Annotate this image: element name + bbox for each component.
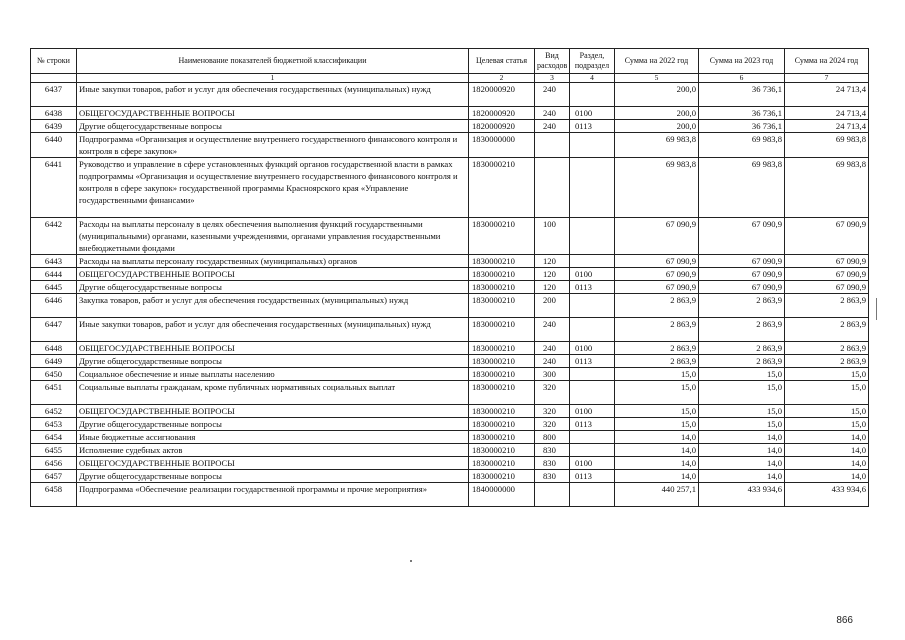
target-article: 1830000210 xyxy=(469,405,535,418)
row-number: 6458 xyxy=(31,483,77,507)
expense-type: 830 xyxy=(535,457,570,470)
row-number: 6455 xyxy=(31,444,77,457)
section-code: 0113 xyxy=(570,120,615,133)
sum-2024: 2 863,9 xyxy=(785,355,869,368)
sum-2023: 36 736,1 xyxy=(699,107,785,120)
header-indicator-name: Наименование показателей бюджетной классификации xyxy=(77,49,469,74)
expense-type: 830 xyxy=(535,470,570,483)
row-number: 6448 xyxy=(31,342,77,355)
indicator-name: ОБЩЕГОСУДАРСТВЕННЫЕ ВОПРОСЫ xyxy=(77,107,469,120)
target-article: 1830000210 xyxy=(469,268,535,281)
target-article: 1820000920 xyxy=(469,120,535,133)
header-row-number: № строки xyxy=(31,49,77,74)
indicator-name: Социальные выплаты гражданам, кроме публичных нормативных социальных выплат xyxy=(77,381,469,405)
table-row xyxy=(31,120,869,133)
expense-type: 100 xyxy=(535,218,570,255)
sum-2022: 69 983,8 xyxy=(615,158,699,218)
expense-type: 120 xyxy=(535,255,570,268)
sum-2022: 200,0 xyxy=(615,107,699,120)
target-article: 1830000210 xyxy=(469,444,535,457)
header-expense-type: Вид расходов xyxy=(535,49,570,74)
row-number: 6439 xyxy=(31,120,77,133)
target-article: 1830000210 xyxy=(469,381,535,405)
sum-2023: 14,0 xyxy=(699,431,785,444)
section-code xyxy=(570,294,615,318)
indicator-name: Социальное обеспечение и иные выплаты населению xyxy=(77,368,469,381)
column-number: 2 xyxy=(469,74,535,83)
expense-type: 300 xyxy=(535,368,570,381)
row-number: 6452 xyxy=(31,405,77,418)
section-code xyxy=(570,218,615,255)
table-row xyxy=(31,158,869,218)
sum-2023: 36 736,1 xyxy=(699,120,785,133)
row-number: 6451 xyxy=(31,381,77,405)
sum-2024: 67 090,9 xyxy=(785,218,869,255)
row-number: 6437 xyxy=(31,83,77,107)
table-row xyxy=(31,281,869,294)
section-code: 0113 xyxy=(570,470,615,483)
indicator-name: Расходы на выплаты персоналу в целях обеспечения выполнения функций государственными (муниципальными) органами, казенными учреждениями, органами управления государственными внебюджетными фондами xyxy=(77,218,469,255)
indicator-name: Иные закупки товаров, работ и услуг для обеспечения государственных (муниципальных) нужд xyxy=(77,318,469,342)
sum-2023: 2 863,9 xyxy=(699,342,785,355)
column-number: 4 xyxy=(570,74,615,83)
target-article: 1830000210 xyxy=(469,431,535,444)
header-target-article: Целевая статья xyxy=(469,49,535,74)
sum-2023: 69 983,8 xyxy=(699,133,785,158)
page-number: 866 xyxy=(836,615,853,626)
target-article: 1830000210 xyxy=(469,418,535,431)
section-code xyxy=(570,368,615,381)
table-row xyxy=(31,405,869,418)
expense-type: 320 xyxy=(535,418,570,431)
indicator-name: Руководство и управление в сфере установленных функций органов государственной власти в рамках подпрограммы «Организация и осуществление внутреннего государственного финансового контроля и контроля в сфере закупок» государственной программы Красноярского края «Управление государственными финансами» xyxy=(77,158,469,218)
sum-2024: 24 713,4 xyxy=(785,120,869,133)
section-code: 0100 xyxy=(570,342,615,355)
sum-2022: 14,0 xyxy=(615,470,699,483)
sum-2023: 67 090,9 xyxy=(699,268,785,281)
row-number: 6453 xyxy=(31,418,77,431)
target-article: 1830000210 xyxy=(469,355,535,368)
sum-2023: 15,0 xyxy=(699,405,785,418)
row-number: 6443 xyxy=(31,255,77,268)
expense-type xyxy=(535,133,570,158)
section-code: 0100 xyxy=(570,405,615,418)
sum-2022: 69 983,8 xyxy=(615,133,699,158)
expense-type xyxy=(535,158,570,218)
target-article: 1840000000 xyxy=(469,483,535,507)
indicator-name: ОБЩЕГОСУДАРСТВЕННЫЕ ВОПРОСЫ xyxy=(77,405,469,418)
expense-type: 320 xyxy=(535,405,570,418)
section-code: 0113 xyxy=(570,355,615,368)
sum-2024: 69 983,8 xyxy=(785,158,869,218)
column-number xyxy=(31,74,77,83)
target-article: 1830000210 xyxy=(469,368,535,381)
target-article: 1830000210 xyxy=(469,318,535,342)
sum-2024: 14,0 xyxy=(785,431,869,444)
indicator-name: Другие общегосударственные вопросы xyxy=(77,470,469,483)
indicator-name: ОБЩЕГОСУДАРСТВЕННЫЕ ВОПРОСЫ xyxy=(77,342,469,355)
sum-2024: 15,0 xyxy=(785,368,869,381)
sum-2022: 200,0 xyxy=(615,83,699,107)
indicator-name: Другие общегосударственные вопросы xyxy=(77,120,469,133)
row-number: 6454 xyxy=(31,431,77,444)
sum-2023: 2 863,9 xyxy=(699,318,785,342)
header-row xyxy=(31,49,869,74)
row-number: 6438 xyxy=(31,107,77,120)
table-row xyxy=(31,268,869,281)
sum-2023: 14,0 xyxy=(699,457,785,470)
section-code xyxy=(570,83,615,107)
section-code xyxy=(570,133,615,158)
sum-2022: 2 863,9 xyxy=(615,355,699,368)
sum-2022: 200,0 xyxy=(615,120,699,133)
header-section: Раздел, подраздел xyxy=(570,49,615,74)
section-code: 0113 xyxy=(570,281,615,294)
sum-2023: 67 090,9 xyxy=(699,255,785,268)
indicator-name: Подпрограмма «Организация и осуществление внутреннего государственного финансового контроля и контроля в сфере закупок» xyxy=(77,133,469,158)
sum-2022: 14,0 xyxy=(615,457,699,470)
table-row xyxy=(31,133,869,158)
section-code xyxy=(570,381,615,405)
expense-type: 240 xyxy=(535,318,570,342)
indicator-name: Другие общегосударственные вопросы xyxy=(77,418,469,431)
row-number: 6441 xyxy=(31,158,77,218)
sum-2023: 15,0 xyxy=(699,418,785,431)
sum-2023: 69 983,8 xyxy=(699,158,785,218)
header-sum-2023: Сумма на 2023 год xyxy=(699,49,785,74)
expense-type: 800 xyxy=(535,431,570,444)
row-number: 6444 xyxy=(31,268,77,281)
table-body xyxy=(31,83,869,507)
section-code xyxy=(570,431,615,444)
sum-2022: 2 863,9 xyxy=(615,318,699,342)
table-row xyxy=(31,255,869,268)
section-code xyxy=(570,158,615,218)
table-row xyxy=(31,107,869,120)
sum-2022: 15,0 xyxy=(615,381,699,405)
section-code: 0100 xyxy=(570,107,615,120)
target-article: 1830000210 xyxy=(469,294,535,318)
target-article: 1830000210 xyxy=(469,218,535,255)
sum-2023: 67 090,9 xyxy=(699,218,785,255)
expense-type: 320 xyxy=(535,381,570,405)
sum-2023: 14,0 xyxy=(699,444,785,457)
sum-2024: 67 090,9 xyxy=(785,268,869,281)
sum-2022: 67 090,9 xyxy=(615,268,699,281)
table-row xyxy=(31,418,869,431)
table-row xyxy=(31,294,869,318)
target-article: 1830000210 xyxy=(469,457,535,470)
sum-2024: 14,0 xyxy=(785,470,869,483)
header-sum-2022: Сумма на 2022 год xyxy=(615,49,699,74)
scan-artifact xyxy=(410,560,412,562)
sum-2024: 69 983,8 xyxy=(785,133,869,158)
expense-type: 830 xyxy=(535,444,570,457)
header-sum-2024: Сумма на 2024 год xyxy=(785,49,869,74)
section-code: 0113 xyxy=(570,418,615,431)
table-row xyxy=(31,342,869,355)
sum-2024: 14,0 xyxy=(785,444,869,457)
table-row xyxy=(31,381,869,405)
sum-2023: 67 090,9 xyxy=(699,281,785,294)
expense-type xyxy=(535,483,570,507)
indicator-name: ОБЩЕГОСУДАРСТВЕННЫЕ ВОПРОСЫ xyxy=(77,457,469,470)
column-number: 5 xyxy=(615,74,699,83)
sum-2024: 14,0 xyxy=(785,457,869,470)
row-number: 6457 xyxy=(31,470,77,483)
sum-2023: 14,0 xyxy=(699,470,785,483)
sum-2022: 2 863,9 xyxy=(615,294,699,318)
column-number: 6 xyxy=(699,74,785,83)
expense-type: 240 xyxy=(535,83,570,107)
row-number: 6450 xyxy=(31,368,77,381)
row-number: 6440 xyxy=(31,133,77,158)
section-code: 0100 xyxy=(570,268,615,281)
sum-2024: 433 934,6 xyxy=(785,483,869,507)
column-number: 1 xyxy=(77,74,469,83)
expense-type: 240 xyxy=(535,355,570,368)
indicator-name: Исполнение судебных актов xyxy=(77,444,469,457)
expense-type: 200 xyxy=(535,294,570,318)
sum-2024: 67 090,9 xyxy=(785,255,869,268)
table-row xyxy=(31,355,869,368)
target-article: 1830000210 xyxy=(469,342,535,355)
sum-2024: 2 863,9 xyxy=(785,342,869,355)
column-numbers-row xyxy=(31,74,869,83)
sum-2024: 67 090,9 xyxy=(785,281,869,294)
indicator-name: Иные бюджетные ассигнования xyxy=(77,431,469,444)
sum-2023: 2 863,9 xyxy=(699,294,785,318)
table-row xyxy=(31,444,869,457)
sum-2023: 433 934,6 xyxy=(699,483,785,507)
target-article: 1820000920 xyxy=(469,83,535,107)
sum-2022: 2 863,9 xyxy=(615,342,699,355)
sum-2022: 14,0 xyxy=(615,444,699,457)
row-number: 6445 xyxy=(31,281,77,294)
expense-type: 240 xyxy=(535,107,570,120)
sum-2024: 24 713,4 xyxy=(785,83,869,107)
table-row xyxy=(31,457,869,470)
expense-type: 240 xyxy=(535,120,570,133)
sum-2023: 15,0 xyxy=(699,368,785,381)
section-code: 0100 xyxy=(570,457,615,470)
table-row xyxy=(31,218,869,255)
section-code xyxy=(570,318,615,342)
table-row xyxy=(31,470,869,483)
row-number: 6442 xyxy=(31,218,77,255)
row-number: 6446 xyxy=(31,294,77,318)
expense-type: 240 xyxy=(535,342,570,355)
sum-2022: 67 090,9 xyxy=(615,281,699,294)
sum-2022: 67 090,9 xyxy=(615,218,699,255)
indicator-name: Закупка товаров, работ и услуг для обеспечения государственных (муниципальных) нужд xyxy=(77,294,469,318)
sum-2023: 36 736,1 xyxy=(699,83,785,107)
sum-2024: 2 863,9 xyxy=(785,318,869,342)
indicator-name: Подпрограмма «Обеспечение реализации государственной программы и прочие мероприятия» xyxy=(77,483,469,507)
table-row xyxy=(31,83,869,107)
indicator-name: ОБЩЕГОСУДАРСТВЕННЫЕ ВОПРОСЫ xyxy=(77,268,469,281)
sum-2024: 15,0 xyxy=(785,405,869,418)
sum-2024: 15,0 xyxy=(785,381,869,405)
expense-type: 120 xyxy=(535,268,570,281)
column-number: 3 xyxy=(535,74,570,83)
sum-2022: 14,0 xyxy=(615,431,699,444)
target-article: 1830000210 xyxy=(469,158,535,218)
table-row xyxy=(31,483,869,507)
table-row xyxy=(31,431,869,444)
table-row xyxy=(31,368,869,381)
column-number: 7 xyxy=(785,74,869,83)
sum-2022: 15,0 xyxy=(615,405,699,418)
expense-type: 120 xyxy=(535,281,570,294)
target-article: 1830000000 xyxy=(469,133,535,158)
scan-artifact xyxy=(876,298,877,320)
sum-2022: 15,0 xyxy=(615,368,699,381)
sum-2022: 67 090,9 xyxy=(615,255,699,268)
target-article: 1830000210 xyxy=(469,281,535,294)
target-article: 1830000210 xyxy=(469,255,535,268)
row-number: 6449 xyxy=(31,355,77,368)
sum-2024: 2 863,9 xyxy=(785,294,869,318)
target-article: 1830000210 xyxy=(469,470,535,483)
row-number: 6456 xyxy=(31,457,77,470)
sum-2024: 15,0 xyxy=(785,418,869,431)
row-number: 6447 xyxy=(31,318,77,342)
section-code xyxy=(570,255,615,268)
sum-2022: 440 257,1 xyxy=(615,483,699,507)
target-article: 1820000920 xyxy=(469,107,535,120)
sum-2022: 15,0 xyxy=(615,418,699,431)
sum-2024: 24 713,4 xyxy=(785,107,869,120)
budget-table xyxy=(30,48,869,507)
section-code xyxy=(570,483,615,507)
indicator-name: Расходы на выплаты персоналу государственных (муниципальных) органов xyxy=(77,255,469,268)
indicator-name: Другие общегосударственные вопросы xyxy=(77,355,469,368)
indicator-name: Иные закупки товаров, работ и услуг для обеспечения государственных (муниципальных) нужд xyxy=(77,83,469,107)
indicator-name: Другие общегосударственные вопросы xyxy=(77,281,469,294)
sum-2023: 15,0 xyxy=(699,381,785,405)
table-row xyxy=(31,318,869,342)
section-code xyxy=(570,444,615,457)
sum-2023: 2 863,9 xyxy=(699,355,785,368)
